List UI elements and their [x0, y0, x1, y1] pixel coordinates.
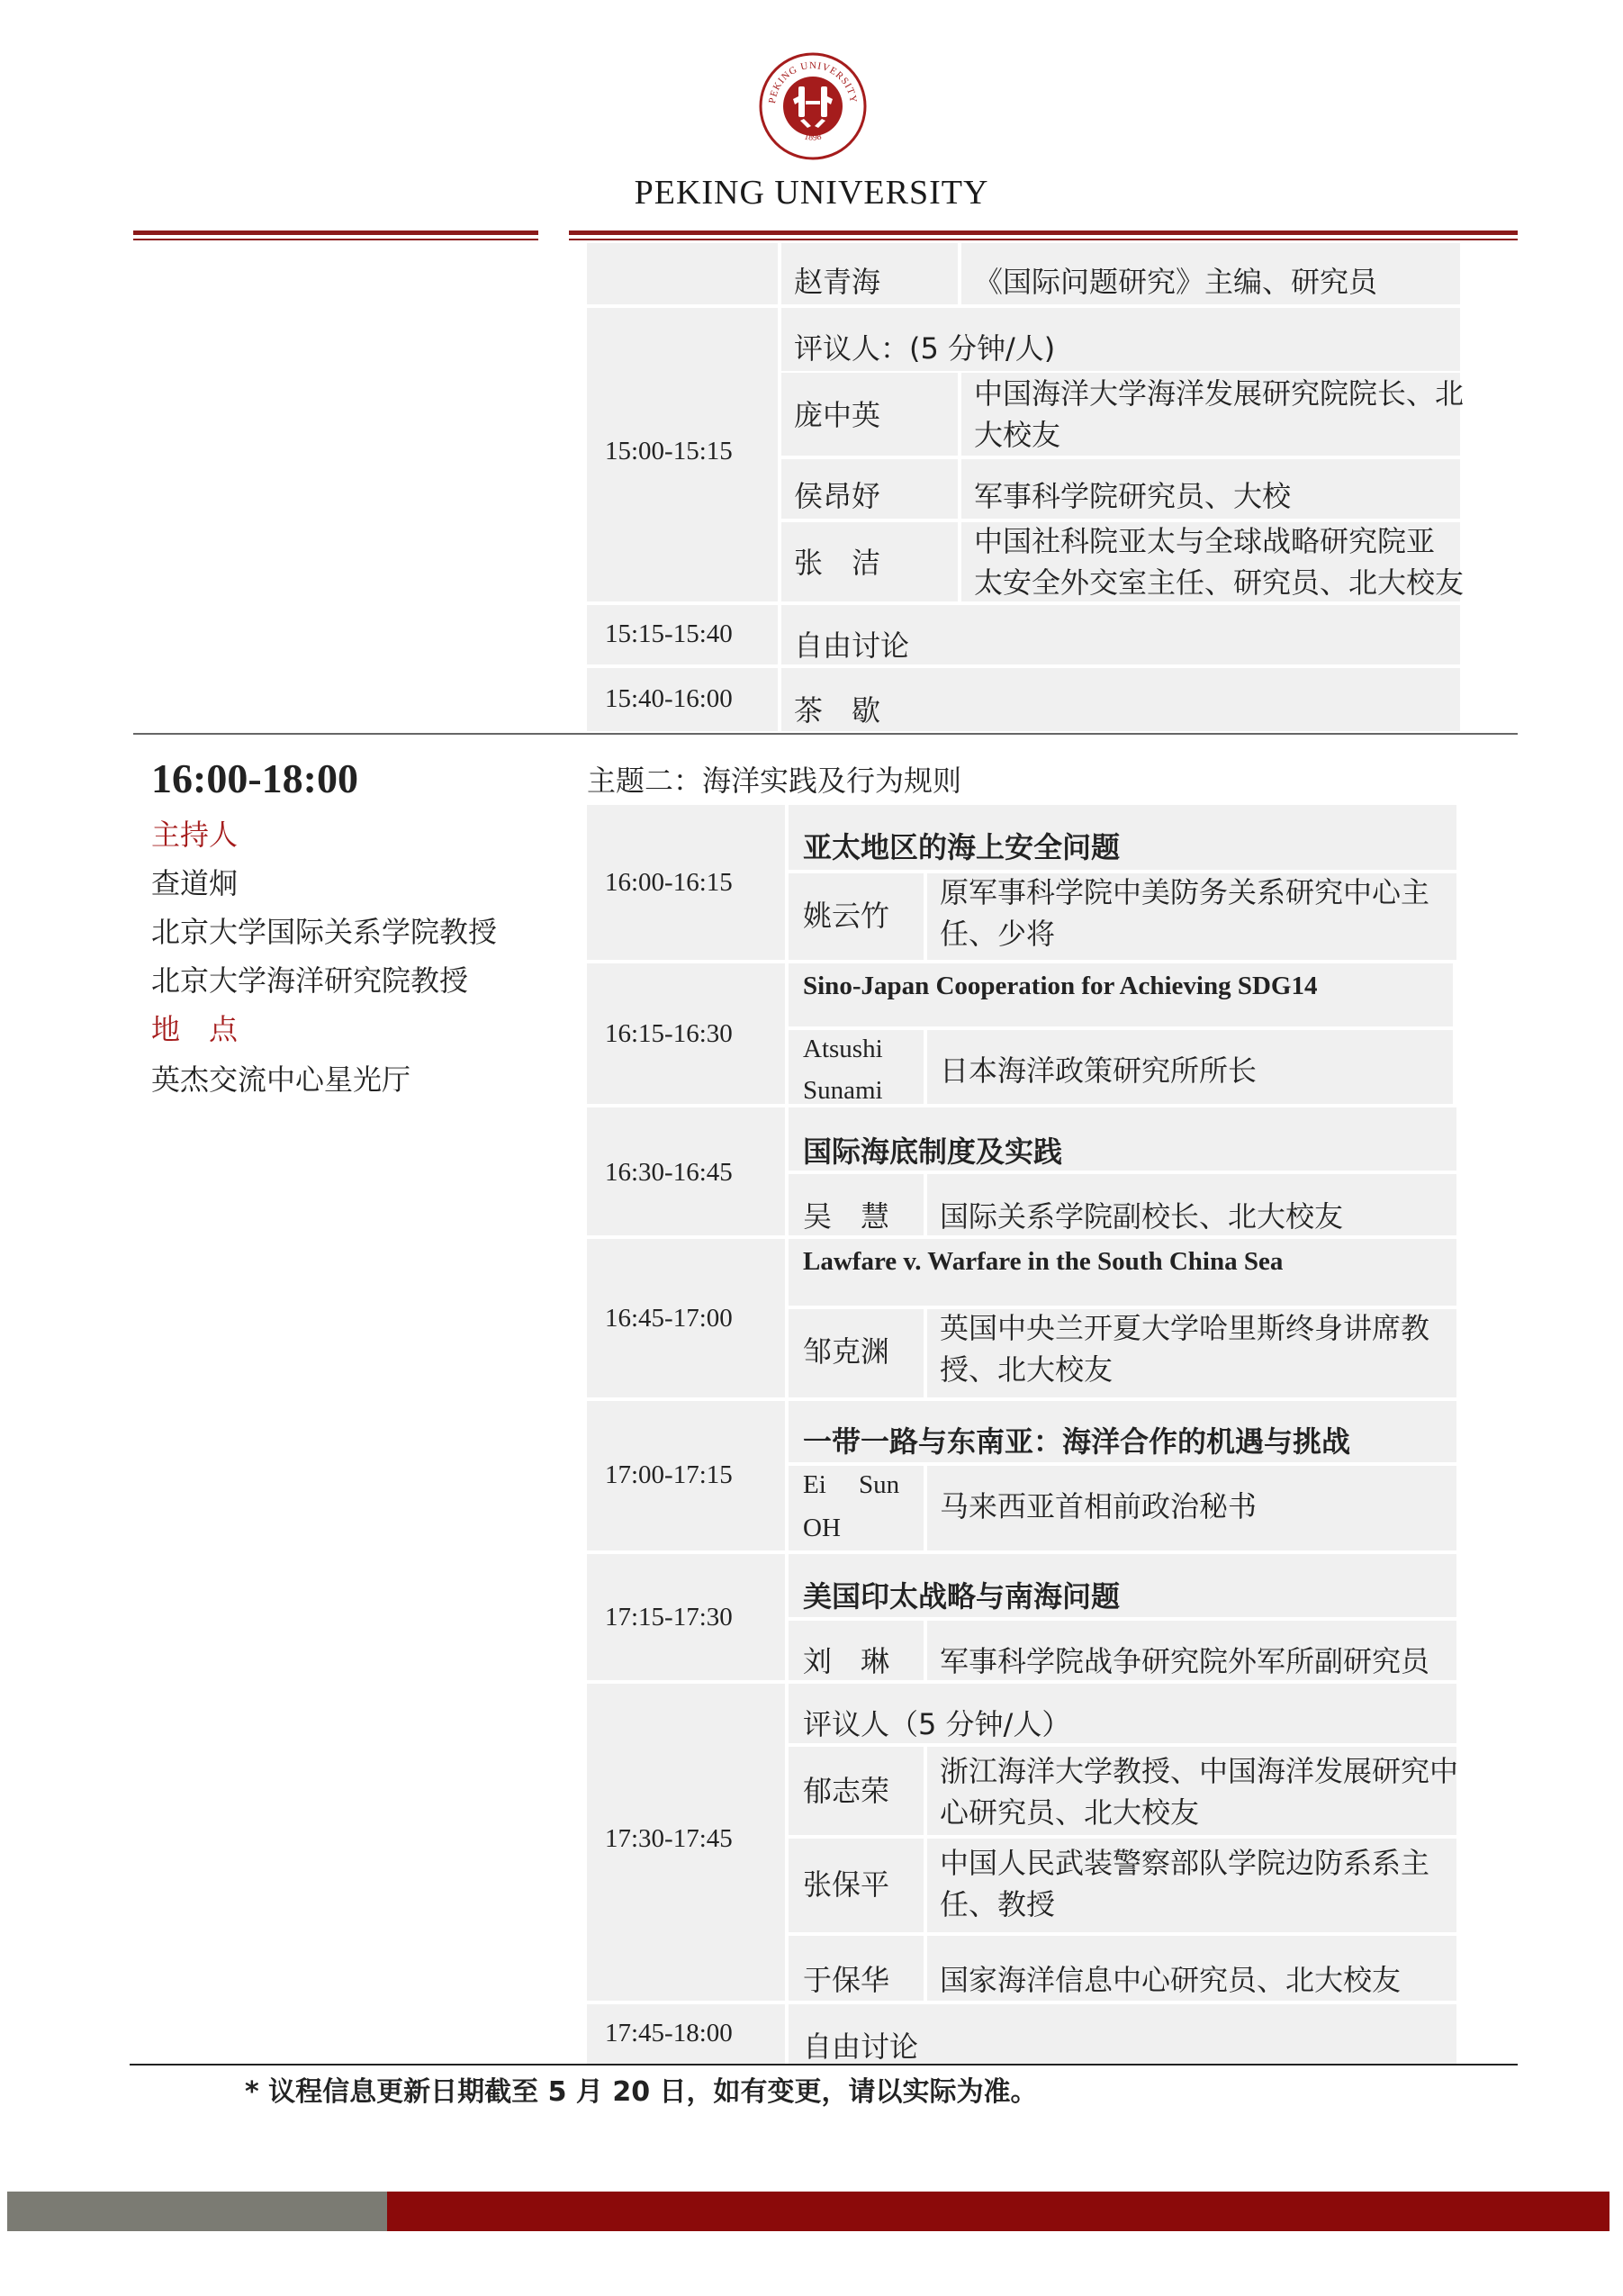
reviewer-title-line1: 国家海洋信息中心研究员、北大校友 — [940, 1963, 1402, 1997]
speaker-title-line1: 英国中央兰开夏大学哈里斯终身讲席教 — [940, 1311, 1430, 1345]
talk-topic: Lawfare v. Warfare in the South China Sea — [803, 1247, 1284, 1276]
free-discussion: 自由讨论 — [794, 628, 910, 663]
university-name: PEKING UNIVERSITY — [634, 174, 989, 212]
time-slot: 15:40-16:00 — [605, 684, 733, 713]
theme-title: 主题二：海洋实践及行为规则 — [587, 764, 962, 798]
time-slot: 16:45-17:00 — [605, 1304, 733, 1333]
speaker-name: 刘 琳 — [803, 1644, 890, 1678]
venue: 英杰交流中心星光厅 — [151, 1062, 411, 1097]
reviewer-name: 张保平 — [803, 1867, 890, 1902]
talk-topic: 亚太地区的海上安全问题 — [803, 830, 1121, 864]
talk-topic: 美国印太战略与南海问题 — [803, 1579, 1121, 1614]
cell-time-blank — [587, 243, 778, 304]
reviewer-title-line1: 中国人民武装警察部队学院边防系系主 — [940, 1846, 1430, 1880]
peking-university-logo — [759, 52, 867, 160]
logo-ring-text: PEKING UNIVERSITY — [767, 59, 860, 104]
time-slot: 17:00-17:15 — [605, 1460, 733, 1489]
reviewer-title-line2: 太安全外交室主任、研究员、北大校友 — [974, 565, 1465, 600]
reviewer-title-line1: 军事科学院研究员、大校 — [974, 479, 1292, 513]
speaker-name: 姚云竹 — [803, 899, 890, 933]
header-rule-left-thin — [133, 239, 538, 240]
venue-label: 地 点 — [151, 1012, 239, 1046]
time-slot: 15:15-15:40 — [605, 619, 733, 648]
footer-bar-red — [387, 2192, 1609, 2231]
reviewer-name: 郁志荣 — [803, 1774, 890, 1808]
reviewer-name: 侯昂妤 — [794, 479, 881, 513]
host-label: 主持人 — [151, 818, 239, 852]
header-rule-left — [133, 231, 538, 235]
talk-topic: Sino-Japan Cooperation for Achieving SDG14 — [803, 972, 1318, 1000]
header-rule-right — [569, 231, 1518, 235]
time-slot: 16:00-16:15 — [605, 868, 733, 897]
host-name: 查道炯 — [151, 866, 239, 900]
time-slot: 17:15-17:30 — [605, 1603, 733, 1632]
host-title: 北京大学国际关系学院教授 — [151, 915, 498, 949]
reviewer-label: 评议人（5 分钟/人） — [803, 1707, 1071, 1741]
talk-topic: 国际海底制度及实践 — [803, 1134, 1063, 1169]
reviewer-label: 评议人：(5 分钟/人) — [794, 331, 1056, 366]
reviewer-title-line1: 中国社科院亚太与全球战略研究院亚 — [974, 524, 1436, 558]
footnote: * 议程信息更新日期截至 5 月 20 日，如有变更，请以实际为准。 — [245, 2076, 1038, 2108]
svg-text:1898 — [804, 132, 823, 143]
reviewer-name: 庞中英 — [794, 398, 881, 432]
session-time: 16:00-18:00 — [151, 755, 358, 801]
reviewer-title-line2: 任、教授 — [940, 1887, 1056, 1921]
reviewer-name: 于保华 — [803, 1963, 890, 1997]
footer-bar-gray — [7, 2192, 387, 2231]
free-discussion: 自由讨论 — [803, 2029, 919, 2064]
speaker-title: 《国际问题研究》主编、研究员 — [974, 265, 1378, 299]
table-bottom-rule — [130, 2064, 1518, 2065]
time-slot: 15:00-15:15 — [605, 437, 733, 466]
speaker-name: 赵青海 — [794, 265, 881, 299]
speaker-title-line1: 原军事科学院中美防务关系研究中心主 — [940, 875, 1430, 909]
speaker-name-line2: OH — [803, 1514, 841, 1542]
speaker-name-line1: Atsushi — [803, 1035, 883, 1063]
section-divider — [133, 733, 1518, 735]
time-slot: 17:30-17:45 — [605, 1824, 733, 1853]
speaker-name-line2: Sunami — [803, 1076, 883, 1105]
time-slot: 16:15-16:30 — [605, 1019, 733, 1048]
speaker-title-line1: 国际关系学院副校长、北大校友 — [940, 1199, 1344, 1234]
tea-break: 茶 歇 — [794, 693, 881, 728]
time-slot: 17:45-18:00 — [605, 2019, 733, 2047]
speaker-title-line1: 日本海洋政策研究所所长 — [940, 1053, 1258, 1088]
reviewer-title-line1: 浙江海洋大学教授、中国海洋发展研究中 — [940, 1754, 1459, 1788]
header-rule-right-thin — [569, 239, 1518, 240]
speaker-title-line1: 马来西亚首相前政治秘书 — [940, 1489, 1258, 1523]
speaker-name: 吴 慧 — [803, 1199, 890, 1234]
speaker-title-line2: 授、北大校友 — [940, 1352, 1114, 1387]
speaker-name-line1: Ei Sun — [803, 1470, 900, 1499]
reviewer-name: 张 洁 — [794, 546, 881, 580]
host-title: 北京大学海洋研究院教授 — [151, 963, 469, 998]
logo-year: 1898 — [803, 131, 823, 143]
reviewer-title-line2: 心研究员、北大校友 — [940, 1795, 1200, 1830]
talk-topic: 一带一路与东南亚：海洋合作的机遇与挑战 — [803, 1424, 1351, 1459]
speaker-title-line1: 军事科学院战争研究院外军所副研究员 — [940, 1644, 1430, 1678]
reviewer-title-line1: 中国海洋大学海洋发展研究院院长、北 — [974, 376, 1465, 411]
cell-break — [781, 668, 1460, 731]
time-slot: 16:30-16:45 — [605, 1158, 733, 1187]
speaker-title-line2: 任、少将 — [940, 917, 1056, 951]
speaker-name: 邹克渊 — [803, 1334, 890, 1369]
reviewer-title-line2: 大校友 — [974, 418, 1061, 452]
